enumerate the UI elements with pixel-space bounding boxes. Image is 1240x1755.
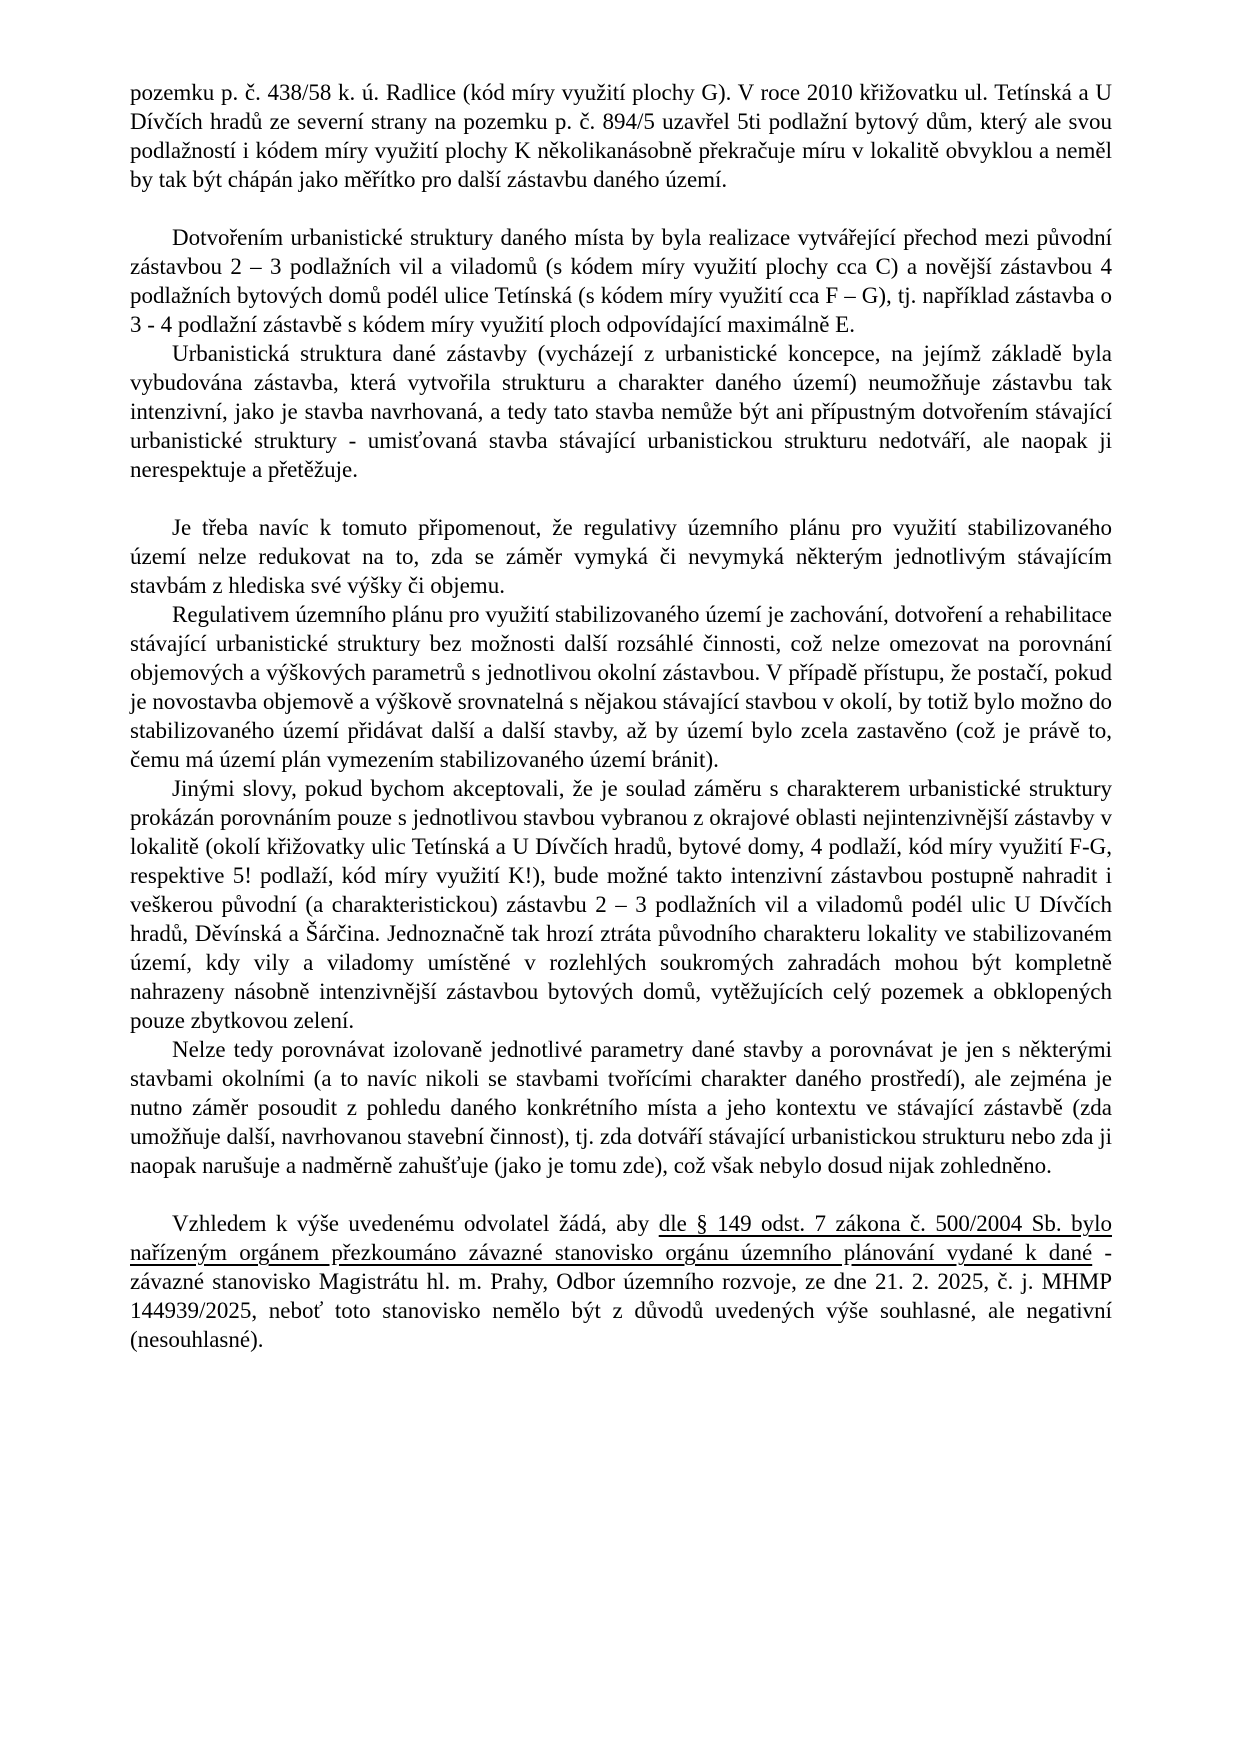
text-run: - závazné stanovisko Magistrátu hl. m. Prahy, Odbor územního rozvoje, ze dne 21. 2. 2025, č. j. MHMP 144939/2025, neboť toto stanovisko nemělo být z důvodů uvedených výše souhlasné, ale negativní (nesouhlasné).	[130, 1240, 1112, 1352]
text-run: Vzhledem k výše uvedenému odvolatel žádá, aby	[172, 1211, 659, 1236]
underlined-legal-reference: dle § 149 odst. 7 zákona č. 500/2004 Sb. bylo nařízeným orgánem přezkoumáno závazné stanovisko orgánu územního plánování vydané k dané	[130, 1211, 1112, 1265]
document-body	[130, 78, 1112, 1354]
paragraph-regulativem-uzemniho-planu	[130, 600, 1112, 774]
paragraph-zadost-odvolatele	[130, 1209, 1112, 1354]
paragraph-regulativy-pripomenuti	[130, 513, 1112, 600]
paragraph-dotvoreni-struktury	[130, 223, 1112, 339]
paragraph-nelze-porovnavat	[130, 1035, 1112, 1180]
text-run: Je třeba navíc k tomuto připomenout, že regulativy územního plánu pro využití stabilizovaného území nelze redukovat na to, zda se záměr vymyká či nevymyká některým jednotlivým stávajícím stavbám z hlediska své výšky či objemu.	[130, 515, 1112, 598]
paragraph-urbanisticka-struktura	[130, 339, 1112, 484]
text-run: Dotvořením urbanistické struktury daného místa by byla realizace vytvářející přechod mezi původní zástavbou 2 – 3 podlažních vil a viladomů (s kódem míry využití plochy cca C) a novější zástavbou 4 podlažních bytových domů podél ulice Tetínská (s kódem míry využití cca F – G), tj. například zástavba o 3 - 4 podlažní zástavbě s kódem míry využití ploch odpovídající maximálně E.	[130, 225, 1112, 337]
paragraph-jinymi-slovy	[130, 774, 1112, 1035]
text-run: Jinými slovy, pokud bychom akceptovali, že je soulad záměru s charakterem urbanistické struktury prokázán porovnáním pouze s jednotlivou stavbou vybranou z okrajové oblasti nejintenzivnější zástavby v lokalitě (okolí křižovatky ulic Tetínská a U Dívčích hradů, bytové domy, 4 podlaží, kód míry využití F-G, respektive 5! podlaží, kód míry využití K!), bude možné takto intenzivní zástavbou postupně nahradit i veškerou původní (a charakteristickou) zástavbu 2 – 3 podlažních vil a viladomů podél ulic U Dívčích hradů, Děvínská a Šárčina. Jednoznačně tak hrozí ztráta původního charakteru lokality ve stabilizovaném území, kdy vily a viladomy umístěné v rozlehlých soukromých zahradách mohou být kompletně nahrazeny násobně intenzivnější zástavbou bytových domů, vytěžujících celý pozemek a obklopených pouze zbytkovou zelení.	[130, 776, 1112, 1033]
text-run: Nelze tedy porovnávat izolovaně jednotlivé parametry dané stavby a porovnávat je jen s některými stavbami okolními (a to navíc nikoli se stavbami tvořícími charakter daného prostředí), ale zejména je nutno záměr posoudit z pohledu daného konkrétního místa a jeho kontextu ve stávající zástavbě (zda umožňuje další, navrhovanou stavební činnost), tj. zda dotváří stávající urbanistickou strukturu nebo zda ji naopak narušuje a nadměrně zahušťuje (jako je tomu zde), což však nebylo dosud nijak zohledněno.	[130, 1037, 1112, 1178]
text-run: pozemku p. č. 438/58 k. ú. Radlice (kód míry využití plochy G). V roce 2010 křižovatku ul. Tetínská a U Dívčích hradů ze severní strany na pozemku p. č. 894/5 uzavřel 5ti podlažní bytový dům, který ale svou podlažností i kódem míry využití plochy K několikanásobně překračuje míru v lokalitě obvyklou a neměl by tak být chápán jako měřítko pro další zástavbu daného území.	[130, 80, 1112, 192]
text-run: Regulativem územního plánu pro využití stabilizovaného území je zachování, dotvoření a rehabilitace stávající urbanistické struktury bez možnosti další rozsáhlé činnosti, což nelze omezovat na porovnání objemových a výškových parametrů s jednotlivou okolní zástavbou. V případě přístupu, že postačí, pokud je novostavba objemově a výškově srovnatelná s nějakou stávající stavbou v okolí, by totiž bylo možno do stabilizovaného území přidávat další a další stavby, až by území bylo zcela zastavěno (což je právě to, čemu má území plán vymezením stabilizovaného území bránit).	[130, 602, 1112, 772]
text-run: Urbanistická struktura dané zástavby (vycházejí z urbanistické koncepce, na jejímž základě byla vybudována zástavba, která vytvořila strukturu a charakter daného území) neumožňuje zástavbu tak intenzivní, jako je stavba navrhovaná, a tedy tato stavba nemůže být ani přípustným dotvořením stávající urbanistické struktury - umisťovaná stavba stávající urbanistickou strukturu nedotváří, ale naopak ji nerespektuje a přetěžuje.	[130, 341, 1112, 482]
paragraph-continuation-top	[130, 78, 1112, 194]
